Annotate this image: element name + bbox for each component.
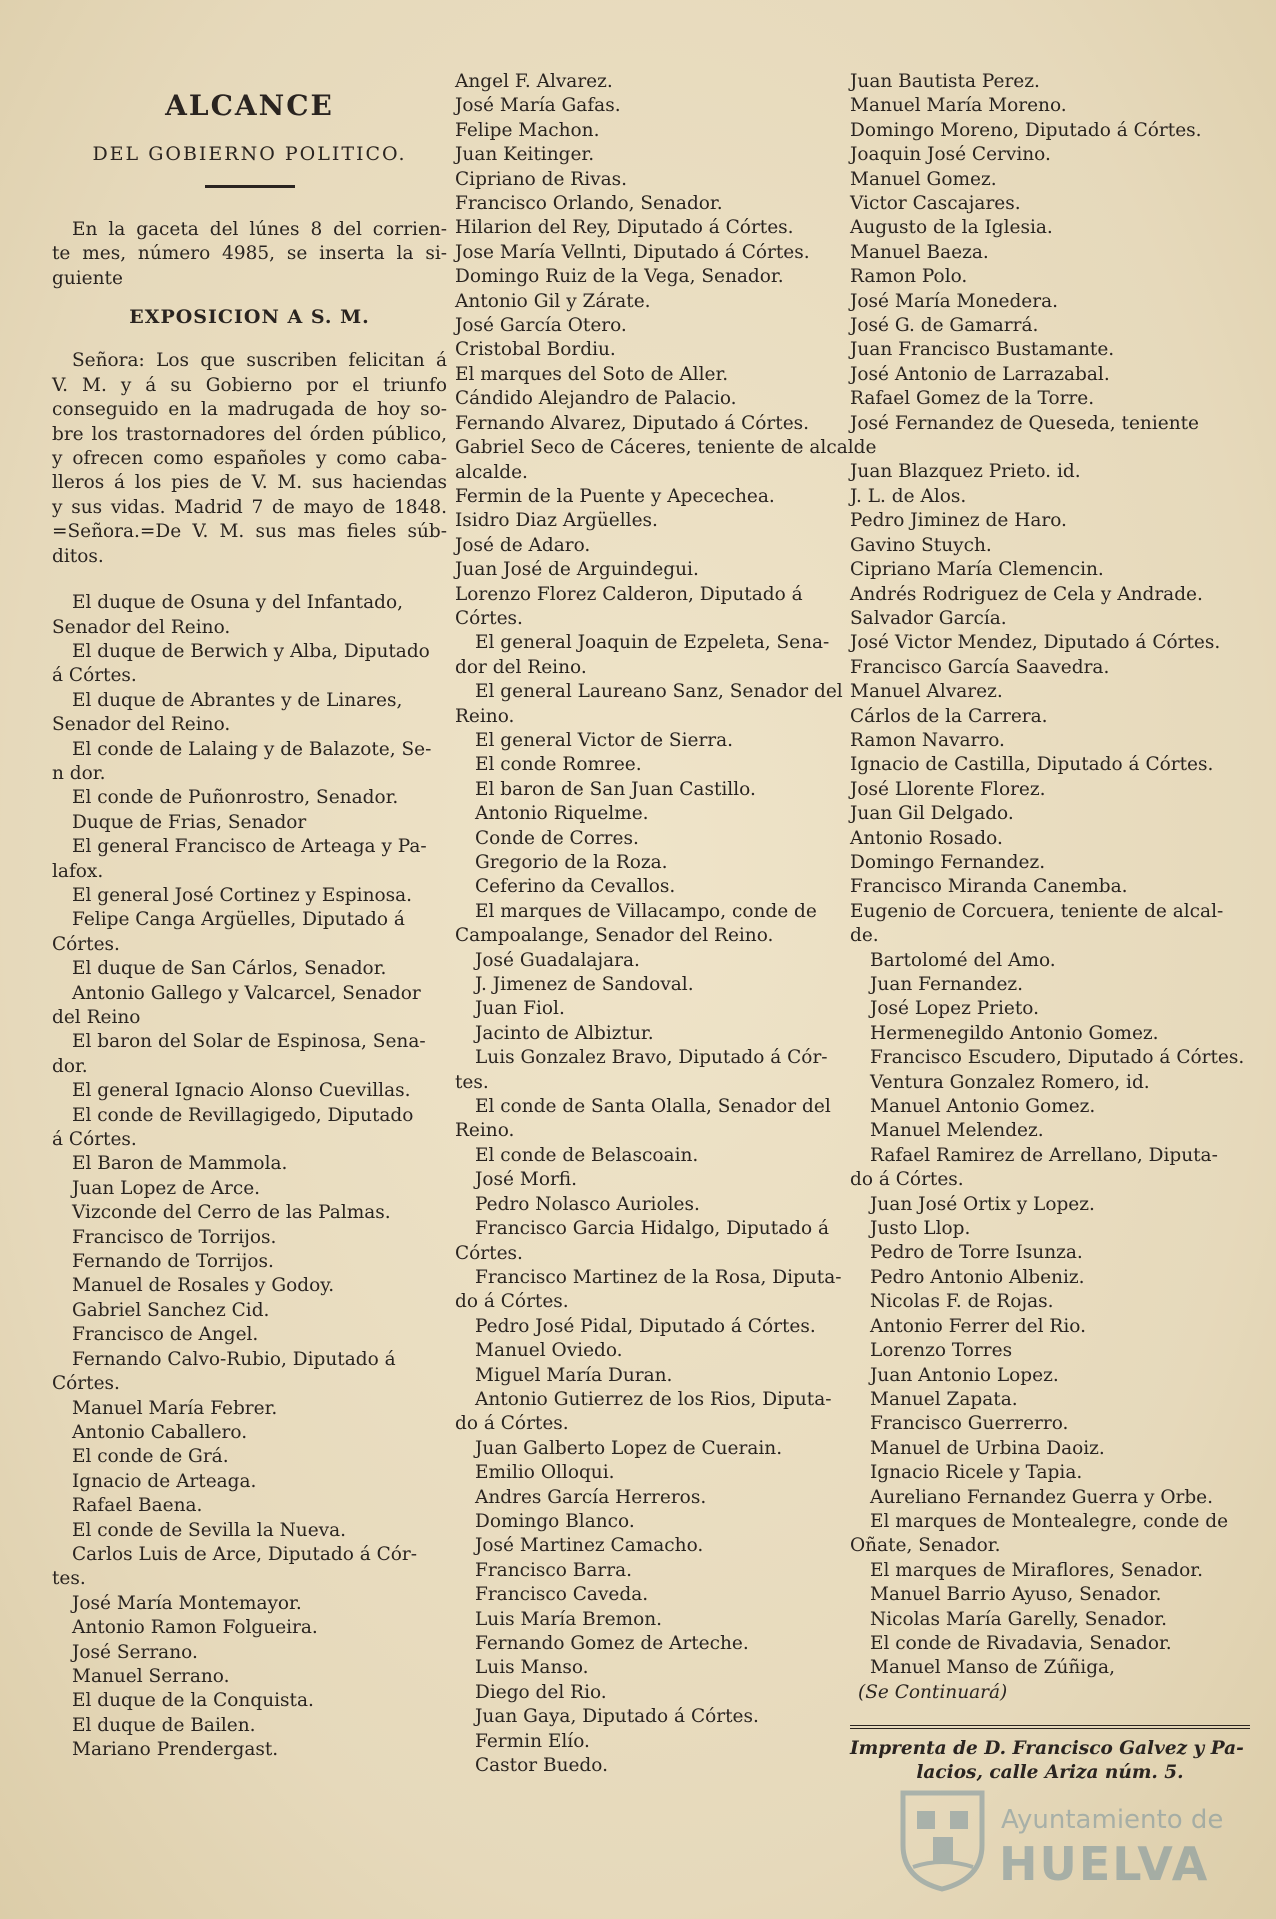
signatory-line: Antonio Rosado. [850,827,1003,849]
signatory-line: Gabriel Seco de Cáceres, teniente de alcalde [455,437,877,459]
signatory-line: Manuel Zapata. [870,1388,1018,1410]
signatory-line: lafox. [52,860,104,882]
signatory-line: Salvador García. [850,607,1007,629]
signatory-line: Fernando Calvo-Rubio, Diputado á [72,1348,396,1370]
signatory-line: El conde de Grá. [72,1446,229,1468]
signatory-line: Juan Bautista Perez. [850,71,1040,92]
signatory-line: Francisco García Saavedra. [850,656,1110,678]
signatory-line: Manuel Oviedo. [475,1340,623,1362]
signatory-line: Rafael Ramirez de Arrellano, Diputa- [870,1144,1218,1166]
body-line: y ofrecen como españoles y como caba- [52,448,447,470]
signatory-line: Aureliano Fernandez Guerra y Orbe. [870,1486,1214,1508]
signatory-line: Francisco Escudero, Diputado á Córtes. [870,1047,1245,1069]
signatory-line: Manuel María Febrer. [72,1397,278,1419]
signatory-line: J. Jimenez de Sandoval. [475,974,694,996]
signatory-line: El conde de Belascoain. [475,1144,699,1166]
signatory-line: Juan Galberto Lopez de Cuerain. [475,1437,783,1459]
signatory-line: Francisco Orlando, Senador. [455,193,723,215]
signatory-line: Rafael Gomez de la Torre. [850,388,1095,410]
signatory-line: do á Córtes. [850,1169,964,1191]
signatory-line: Augusto de la Iglesia. [850,217,1053,239]
signatory-line: Isidro Diaz Argüelles. [455,510,658,532]
signatory-line: Hilarion del Rey, Diputado á Córtes. [455,217,794,239]
signatory-line: José Fernandez de Queseda, teniente [850,412,1200,434]
signatories-list-2 [455,70,877,1778]
signatory-line: Fernando de Torrijos. [72,1251,274,1273]
signatory-line: Oñate, Senador. [850,1535,1001,1557]
signatory-line: El conde de Rivadavia, Senador. [870,1632,1172,1654]
signatory-line: Manuel Gomez. [850,168,997,190]
signatory-line: de. [850,925,879,947]
signatory-line: Fernando Alvarez, Diputado á Córtes. [455,412,810,434]
signatory-line: El duque de Osuna y del Infantado, [72,592,403,614]
body-line: bre los trastornadores del órden público, [52,423,447,445]
signatory-line: Ventura Gonzalez Romero, id. [870,1071,1150,1093]
signatory-line: José Morfi. [475,1169,578,1191]
signatory-line: Joaquin José Cervino. [850,144,1051,166]
signatory-line: Cipriano María Clemencin. [850,559,1104,581]
signatory-line: Ramon Polo. [850,266,968,288]
signatory-line: alcalde. [455,461,528,483]
body-line: V. M. y á su Gobierno por el triunfo [52,374,447,396]
signatory-line: Juan Keitinger. [455,144,595,166]
intro-line: te mes, número 4985, se inserta la si- [52,243,447,265]
signatory-line: Pedro Antonio Albeniz. [870,1266,1085,1288]
signatory-line: Pedro de Torre Isunza. [870,1242,1083,1264]
signatory-line: Luis María Bremon. [475,1608,662,1630]
signatory-line: Vizconde del Cerro de las Palmas. [72,1202,391,1224]
exposition-paragraph [52,349,447,569]
body-line: =Señora.=De V. M. sus mas fieles súb- [52,521,447,543]
signatories-list-3 [850,70,1260,1681]
signatory-line: Francisco Garcia Hidalgo, Diputado á [475,1218,830,1240]
signatory-line: Domingo Fernandez. [850,851,1046,873]
signatory-line: Pedro José Pidal, Diputado á Córtes. [475,1315,816,1337]
column-1 [52,70,447,1763]
signatory-line: Senador del Reino. [52,616,231,638]
signatory-line: El baron del Solar de Espinosa, Sena- [72,1031,426,1053]
signatory-line: Pedro Nolasco Aurioles. [475,1193,700,1215]
signatory-line: Antonio Gallego y Valcarcel, Senador [72,982,421,1004]
signatory-line: Andres García Herreros. [475,1486,707,1508]
signatory-line: Luis Gonzalez Bravo, Diputado á Cór- [475,1047,828,1069]
signatory-line: Antonio Riquelme. [475,803,649,825]
continued-note: (Se Continuará) [858,1681,1008,1703]
signatory-line: Juan Gaya, Diputado á Córtes. [475,1706,759,1728]
signatory-line: Miguel María Duran. [475,1364,673,1386]
signatory-line: El marques del Soto de Aller. [455,363,729,385]
signatory-line: José García Otero. [455,315,627,337]
signatory-line: Felipe Canga Argüelles, Diputado á [72,909,405,931]
signatory-line: El conde de Lalaing y de Balazote, Se- [72,738,432,760]
signatory-line: Manuel Serrano. [72,1665,230,1687]
signatory-line: Manuel Melendez. [870,1120,1044,1142]
signatory-line: Manuel Baeza. [850,241,989,263]
signatory-line: El general Laureano Sanz, Senador del [475,681,843,703]
signatory-line: Domingo Blanco. [475,1510,635,1532]
intro-paragraph [52,218,447,291]
body-line: y sus vidas. Madrid 7 de mayo de 1848. [52,496,447,518]
signatory-line: Mariano Prendergast. [72,1739,279,1761]
signatory-line: Juan Francisco Bustamante. [850,339,1115,361]
signatory-line: Antonio Gutierrez de los Rios, Diputa- [475,1388,832,1410]
signatory-line: Cipriano de Rivas. [455,168,628,190]
signatory-line: Jose María Vellnti, Diputado á Córtes. [455,241,810,263]
signatory-line: Córtes. [52,1373,120,1395]
signatory-line: Emilio Olloqui. [475,1462,615,1484]
signatory-line: n dor. [52,762,106,784]
signatory-line: Carlos Luis de Arce, Diputado á Cór- [72,1543,418,1565]
signatory-line: Manuel Alvarez. [850,681,1003,703]
signatory-line: José Guadalajara. [475,949,640,971]
signatory-line: do á Córtes. [455,1413,569,1435]
signatory-line: Juan Fernandez. [870,974,1024,996]
body-line: ditos. [52,545,104,567]
signatory-line: Reino. [455,1120,515,1142]
signatory-line: Manuel Manso de Zúñiga, [870,1657,1115,1679]
signatory-line: Angel F. Alvarez. [455,71,613,92]
signatory-line: tes. [455,1071,489,1093]
watermark-line-2: HUELVA [999,1837,1210,1891]
signatory-line: Manuel de Rosales y Godoy. [72,1275,335,1297]
body-line: conseguido en la madrugada de hoy so- [52,399,447,421]
imprint-line-1: Imprenta de D. Francisco Galvez y Pa- [850,1738,1244,1760]
signatory-line: Jacinto de Albiztur. [475,1022,654,1044]
signatory-line: Domingo Moreno, Diputado á Córtes. [850,119,1202,141]
signatory-line: Francisco Martinez de la Rosa, Diputa- [475,1266,842,1288]
signatory-line: Antonio Ramon Folgueira. [72,1617,318,1639]
signatory-line: El general Victor de Sierra. [475,729,734,751]
signatory-line: Manuel María Moreno. [850,95,1067,117]
signatory-line: Hermenegildo Antonio Gomez. [870,1022,1159,1044]
signatory-line: J. L. de Alos. [850,485,967,507]
signatory-line: dor del Reino. [455,656,587,678]
signatory-line: José Serrano. [72,1641,198,1663]
signatory-line: dor. [52,1055,88,1077]
signatory-line: Gregorio de la Roza. [475,852,668,873]
signatory-line: Ramon Navarro. [850,729,1005,751]
signatory-line: El duque de San Cárlos, Senador. [72,958,387,980]
signatory-line: Antonio Caballero. [72,1421,248,1443]
signatory-line: José Martinez Camacho. [475,1535,704,1557]
signatory-line: Juan Fiol. [475,998,565,1020]
signatory-line: Justo Llop. [870,1218,971,1240]
city-seal-icon [895,1783,990,1893]
signatory-line: Victor Cascajares. [850,193,1021,215]
signatory-line: Felipe Machon. [455,119,600,141]
signatory-line: Pedro Jiminez de Haro. [850,510,1067,532]
page-subtitle: DEL GOBIERNO POLITICO. [92,143,407,166]
signatory-line: Antonio Gil y Zárate. [455,290,651,312]
signatory-line: El conde de Santa Olalla, Senador del [475,1096,831,1118]
signatory-line: Manuel Barrio Ayuso, Senador. [870,1584,1162,1606]
column-2 [455,70,877,1778]
intro-line: guiente [52,267,123,289]
signatory-line [850,436,1260,460]
signatory-line: El duque de Abrantes y de Linares, [72,689,403,711]
signatory-line: José María Montemayor. [72,1592,302,1614]
signatory-line: Andrés Rodriguez de Cela y Andrade. [850,583,1203,605]
signatory-line: Francisco Caveda. [475,1584,649,1606]
signatory-line: Cárlos de la Carrera. [850,705,1048,727]
signatory-line: Duque de Frias, Senador [72,811,307,833]
signatory-line: Córtes. [455,1242,523,1264]
signatory-line: El general José Cortinez y Espinosa. [72,884,413,906]
body-line: Señora: Los que suscriben felicitan á [72,350,447,372]
signatory-line: José Antonio de Larrazabal. [850,363,1110,385]
signatory-line: José de Adaro. [455,534,591,556]
signatory-line: Juan José Ortix y Lopez. [870,1193,1095,1215]
signatory-line: El general Francisco de Arteaga y Pa- [72,836,427,858]
signatory-line: Manuel Antonio Gomez. [870,1096,1096,1118]
signatory-line: El general Joaquin de Ezpeleta, Sena- [475,632,830,654]
signatory-line: Eugenio de Corcuera, teniente de alcal- [850,900,1224,922]
signatory-line: El Baron de Mammola. [72,1153,288,1175]
signatory-line: Luis Manso. [475,1657,589,1679]
imprint-divider [850,1725,1250,1729]
intro-line: En la gaceta del lúnes 8 del corrien- [72,218,447,240]
signatory-line: Juan Gil Delgado. [850,803,1014,825]
signatory-line: tes. [52,1568,86,1590]
column-3 [850,70,1260,1785]
imprint-line-2: lacios, calle Ariza núm. 5. [916,1762,1184,1784]
signatory-line: Reino. [455,705,515,727]
signatory-line: á Córtes. [52,665,137,687]
signatory-line: Francisco de Angel. [72,1324,259,1346]
signatory-line: Antonio Ferrer del Rio. [870,1315,1086,1337]
signatory-line: El conde de Sevilla la Nueva. [72,1519,347,1541]
signatory-line: Campoalange, Senador del Reino. [455,925,774,947]
signatory-line: Rafael Baena. [72,1495,203,1517]
signatory-line: José Llorente Florez. [850,778,1046,800]
signatory-line: Juan Blazquez Prieto. id. [850,461,1081,483]
signatory-line: Francisco Miranda Canemba. [850,876,1128,898]
signatory-line: El conde de Puñonrostro, Senador. [72,787,399,809]
signatory-line: Córtes. [455,607,523,629]
section-title: EXPOSICION A S. M. [129,306,370,329]
signatory-line: José Lopez Prieto. [870,998,1040,1020]
signatory-line: José G. de Gamarrá. [850,315,1039,337]
signatory-line: Ignacio de Castilla, Diputado á Córtes. [850,754,1214,776]
signatory-line: Francisco Guerrerro. [870,1413,1069,1435]
signatory-line: Manuel de Urbina Daoiz. [870,1437,1105,1459]
signatory-line: Senador del Reino. [52,714,231,736]
signatory-line: del Reino [52,1007,141,1028]
signatory-line: Conde de Corres. [475,827,639,849]
signatory-line: do á Córtes. [455,1291,569,1313]
signatory-line: Bartolomé del Amo. [870,949,1056,971]
page-title: ALCANCE [165,89,334,122]
signatory-line: Domingo Ruiz de la Vega, Senador. [455,266,784,288]
signatory-line: Francisco Barra. [475,1559,632,1581]
signatory-line: Lorenzo Torres [870,1340,1013,1362]
signatory-line: Lorenzo Florez Calderon, Diputado á [455,583,803,605]
body-line: lleros á los pies de V. M. sus haciendas [52,472,447,494]
signatory-line: Ignacio de Arteaga. [72,1470,257,1492]
signatory-line: José Victor Mendez, Diputado á Córtes. [850,632,1221,654]
signatories-list-1 [52,591,447,1763]
signatory-line: Ceferino da Cevallos. [475,876,676,898]
watermark-line-1: Ayuntamiento de [1001,1805,1224,1835]
signatory-line: Diego del Rio. [475,1681,607,1703]
signatory-line: á Córtes. [52,1129,137,1151]
signatory-line: El baron de San Juan Castillo. [475,778,756,800]
signatory-line: Ignacio Ricele y Tapia. [870,1462,1083,1484]
signatory-line: Fernando Gomez de Arteche. [475,1633,749,1654]
signatory-line: El marques de Villacampo, conde de [475,900,817,922]
signatory-line: José María Monedera. [850,290,1059,312]
signatory-line: Juan Antonio Lopez. [870,1364,1059,1386]
signatory-line: Fermin de la Puente y Apecechea. [455,485,775,507]
signatory-line: Francisco de Torrijos. [72,1226,277,1248]
signatory-line: Gavino Stuych. [850,534,992,556]
signatory-line: Cándido Alejandro de Palacio. [455,388,737,410]
signatory-line: Nicolas María Garelly, Senador. [870,1608,1167,1630]
signatory-line: El duque de la Conquista. [72,1690,314,1712]
signatory-line: El duque de Bailen. [72,1714,256,1736]
signatory-line: Nicolas F. de Rojas. [870,1291,1054,1313]
title-divider [205,185,295,188]
signatory-line: Juan Lopez de Arce. [72,1177,261,1199]
signatory-line: Castor Buedo. [475,1755,608,1777]
signatory-line: El marques de Miraflores, Senador. [870,1559,1203,1581]
signatory-line: El conde Romree. [475,754,642,776]
signatory-line: El general Ignacio Alonso Cuevillas. [72,1080,411,1102]
signatory-line: Juan José de Arguindegui. [455,559,699,581]
signatory-line: El marques de Montealegre, conde de [870,1510,1229,1532]
signatory-line: Córtes. [52,933,120,955]
signatory-line: El duque de Berwich y Alba, Diputado [72,640,430,662]
signatory-line: Cristobal Bordiu. [455,339,616,361]
signatory-line: El conde de Revillagigedo, Diputado [72,1104,414,1126]
signatory-line: Gabriel Sanchez Cid. [72,1299,270,1321]
signatory-line: Fermin Elío. [475,1730,590,1752]
signatory-line: José María Gafas. [455,95,621,117]
archive-watermark [895,1765,1225,1905]
